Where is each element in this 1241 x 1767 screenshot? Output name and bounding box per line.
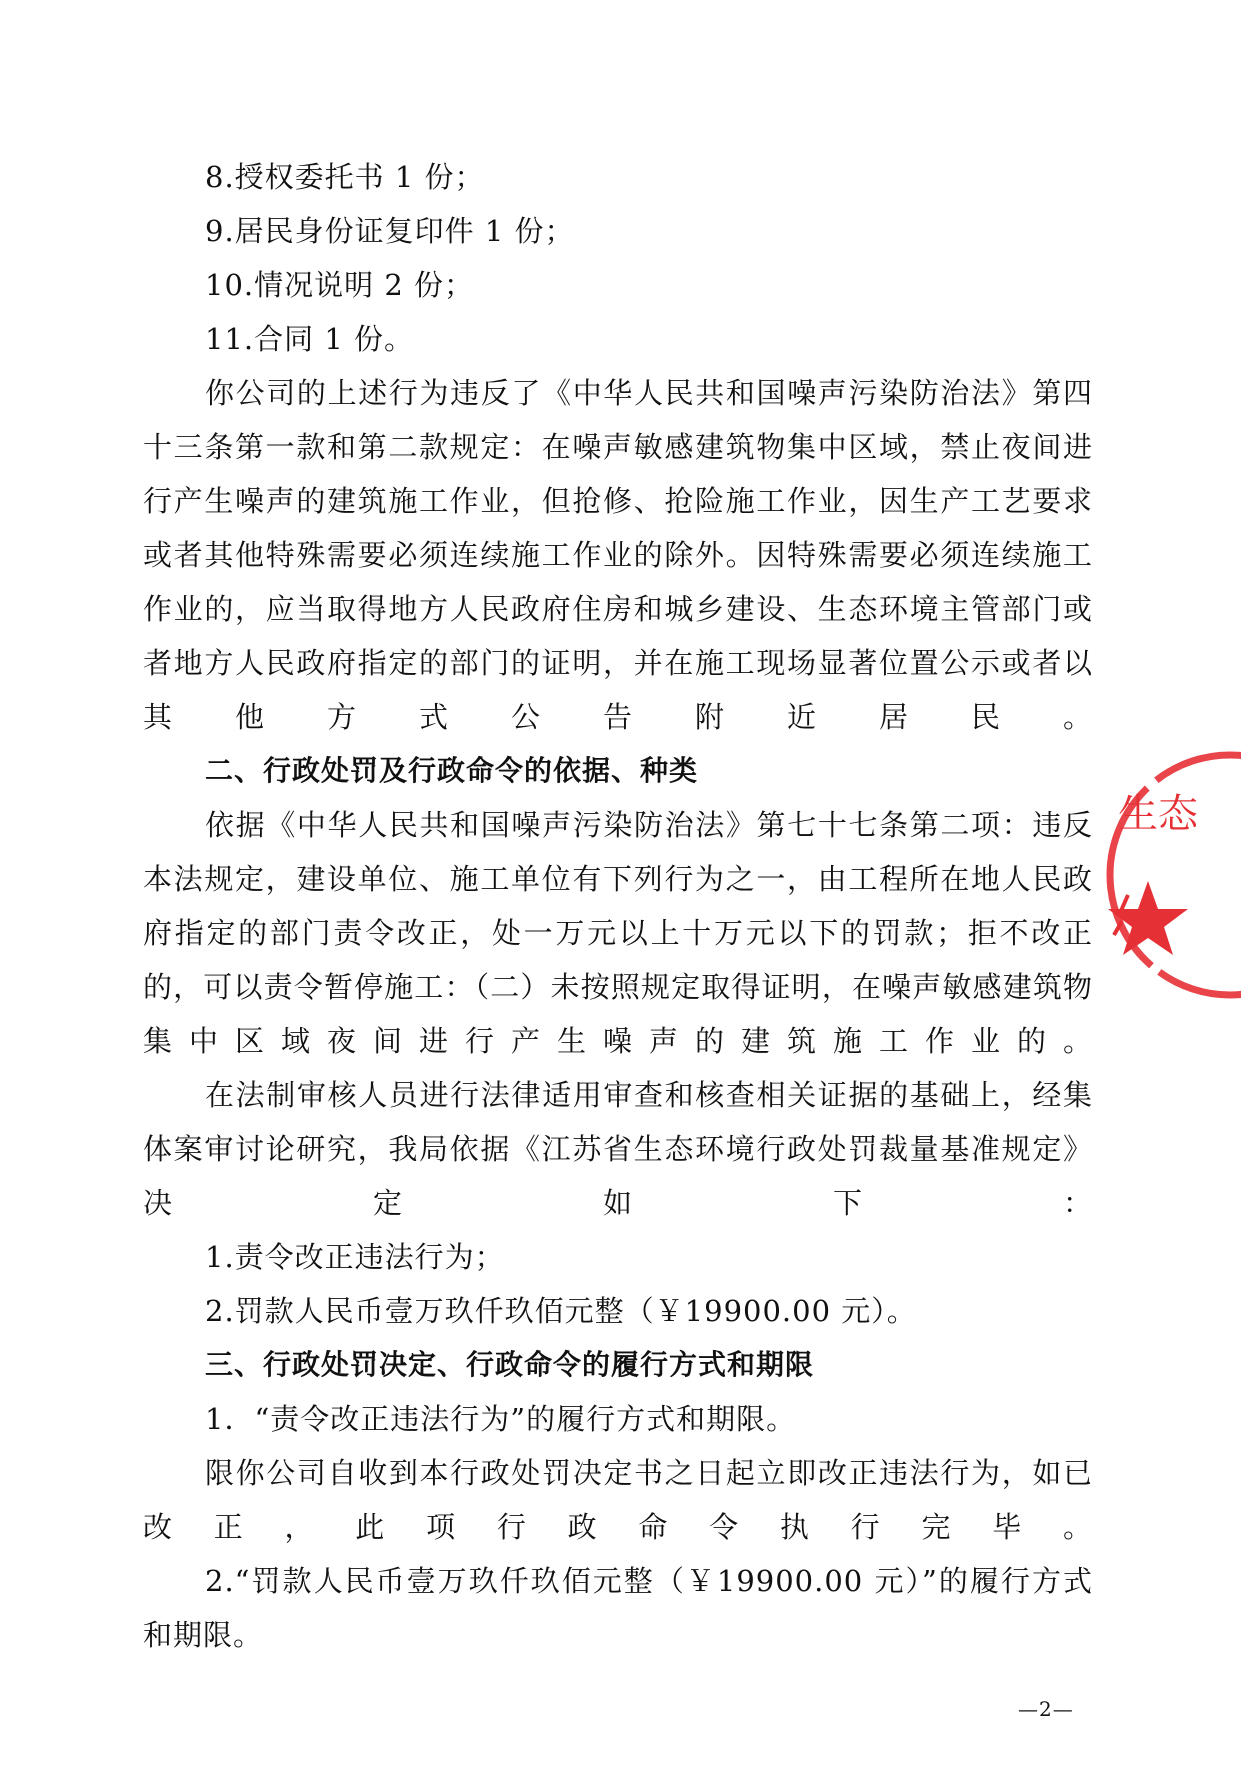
official-seal <box>1100 745 1241 1005</box>
page-number: —2— <box>1018 1697 1074 1721</box>
section-heading-3: 三、行政处罚决定、行政命令的履行方式和期限 <box>205 1348 815 1381</box>
list-item: 8.授权委托书 1 份； <box>205 160 485 194</box>
decision-paragraph: 在法制审核人员进行法律适用审查和核查相关证据的基础上，经集体案审讨论研究，我局依据《江苏省生态环境行政处罚裁量基准规定》决定如下： <box>143 1078 1093 1220</box>
list-item: 11.合同 1 份。 <box>205 322 415 356</box>
sub-item-body: 限你公司自收到本行政处罚决定书之日起立即改正违法行为，如已改正，此项行政命令执行完毕。 <box>143 1456 1093 1544</box>
sub-item-heading: 2.“罚款人民币壹万玖仟玖佰元整（￥19900.00 元）”的履行方式和期限。 <box>143 1564 1093 1652</box>
seal-text: 生态 <box>1118 791 1198 837</box>
basis-paragraph: 依据《中华人民共和国噪声污染防治法》第七十七条第二项：违反本法规定，建设单位、施工单位有下列行为之一，由工程所在地人民政府指定的部门责令改正，处一万元以上十万元以下的罚款；拒不改正的，可以责令暂停施工：（二）未按照规定取得证明，在噪声敏感建筑物集中区域夜间进行产生噪声的建筑施工作业的。 <box>143 808 1093 1058</box>
section-heading-2: 二、行政处罚及行政命令的依据、种类 <box>205 754 699 787</box>
violation-paragraph: 你公司的上述行为违反了《中华人民共和国噪声污染防治法》第四十三条第一款和第二款规定：在噪声敏感建筑物集中区域，禁止夜间进行产生噪声的建筑施工作业，但抢修、抢险施工作业，因生产工艺要求或者其他特殊需要必须连续施工作业的除外。因特殊需要必须连续施工作业的，应当取得地方人民政府住房和城乡建设、生态环境主管部门或者地方人民政府指定的部门的证明，并在施工现场显著位置公示或者以其他方式公告附近居民。 <box>143 376 1093 734</box>
sub-item-heading: 1．“责令改正违法行为”的履行方式和期限。 <box>205 1402 797 1436</box>
document-body <box>143 150 1093 1662</box>
list-item: 10.情况说明 2 份； <box>205 268 475 302</box>
list-item: 9.居民身份证复印件 1 份； <box>205 214 575 248</box>
decision-item: 2.罚款人民币壹万玖仟玖佰元整（￥19900.00 元）。 <box>205 1294 917 1328</box>
decision-item: 1.责令改正违法行为； <box>205 1240 505 1274</box>
